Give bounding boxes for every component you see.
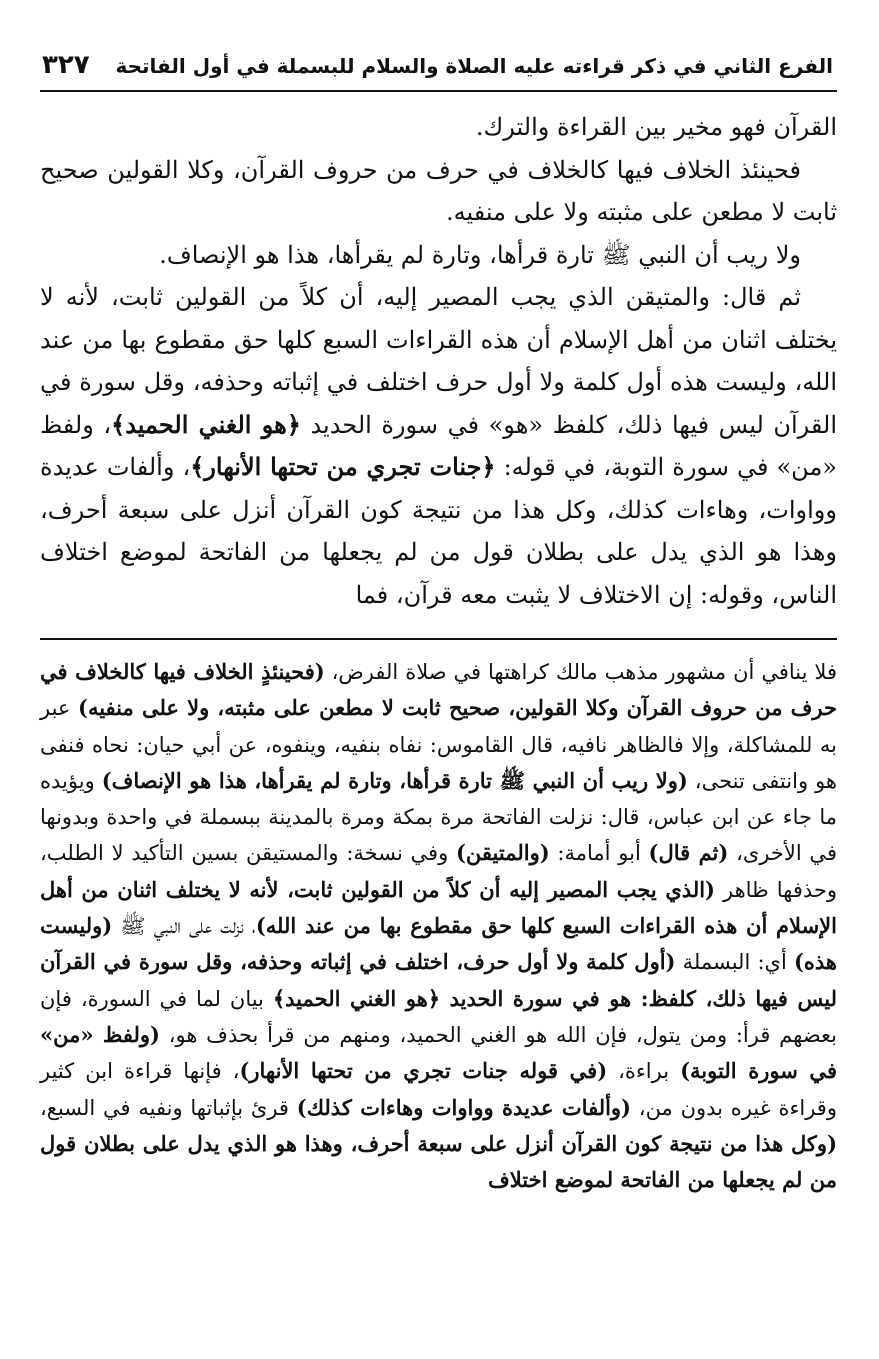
commentary-paragraph bbox=[40, 654, 837, 1198]
quoted-matn: (ثم قال) bbox=[648, 840, 729, 866]
quoted-matn: (وليست هذه) bbox=[40, 913, 837, 975]
text-run: ويؤيده ما جاء عن ابن عباس، قال: نزلت الفاتحة مرة بمكة ومرة بالمدينة ببسملة في واحدة وبدونها في الأخرى، bbox=[40, 768, 837, 866]
quoted-matn: (وألفات عديدة وواوات وهاءات كذلك) bbox=[296, 1094, 631, 1120]
text-run: براءة، bbox=[607, 1059, 681, 1084]
text-run: أبو أمامة: bbox=[549, 841, 649, 866]
quoted-matn: (أول كلمة ولا أول حرف، اختلف في إثباته وحذفه، وقل سورة في القرآن ليس فيها ذلك، كلفظ: هو في سورة الحديد ﴿هو الغني الحميد﴾ bbox=[40, 949, 837, 1011]
paragraph: القرآن فهو مخير بين القراءة والترك. bbox=[475, 113, 837, 141]
quoted-matn: (ولا ريب أن النبي ﷺ تارة قرأها، وتارة لم يقرأها، هذا هو الإنصاف) bbox=[101, 767, 688, 793]
main-text bbox=[40, 106, 837, 616]
quoted-matn: (الذي يجب المصير إليه أن كلاً من القولين ثابت، لأنه لا يختلف اثنان من أهل الإسلام أن هذه القراءات السبع كلها حق مقطوع بها من عند الله) bbox=[40, 876, 837, 939]
text-run: فلا ينافي أن مشهور مذهب مالك كراهتها في صلاة الفرض، bbox=[324, 660, 837, 684]
quran-verse: ﴿جنات تجري من تحتها الأنهار﴾ bbox=[190, 452, 496, 481]
quran-verse: ﴿هو الغني الحميد﴾ bbox=[111, 409, 301, 439]
text-run: ثم قال: والمتيقن الذي يجب المصير إليه، أن كلاً من القولين ثابت، لأنه لا يختلف اثنان من أهل الإسلام أن هذه القراءات السبع كلها حق مقطوع بها من عند الله، وليست هذه أول كلمة ولا أول حرف اختلف في إثباته وحذفه، وقل سورة في القرآن ليس فيها ذلك، كلفظ «هو» في سورة الحديد bbox=[40, 283, 837, 439]
chapter-title: الفرع الثاني في ذكر قراءته عليه الصلاة والسلام للبسملة في أول الفاتحة bbox=[115, 54, 833, 78]
quoted-matn: (وكل هذا من نتيجة كون القرآن أنزل على سبعة أحرف، وهذا هو الذي يدل على بطلان قول من لم يجعلها من الفاتحة لموضع اختلاف bbox=[40, 1130, 837, 1193]
text-run: أي: البسملة bbox=[675, 950, 794, 975]
text-run: ، نزلت على النبي ﷺ bbox=[112, 914, 256, 939]
text-run: بيان لما في السورة، فإن بعضهم قرأ: ومن يتول، فإن الله هو الغني الحميد، ومنهم من قرأ بحذف هو، bbox=[40, 986, 838, 1047]
quoted-matn: (في قوله جنات تجري من تحتها الأنهار) bbox=[239, 1058, 608, 1084]
quoted-matn: (ولفظ «من» في سورة التوبة) bbox=[40, 1021, 837, 1084]
text-run: وفي نسخة: والمستيقن بسين التأكيد لا الطلب، وحذفها ظاهر bbox=[40, 841, 838, 902]
text-run: قرئ بإثباتها ونفيه في السبع، bbox=[40, 1095, 297, 1120]
paragraph bbox=[40, 276, 837, 616]
text-run: ، ولفظ «من» في سورة التوبة، في قوله: bbox=[40, 410, 837, 481]
commentary-text bbox=[40, 654, 837, 1198]
page-number: ٣٢٧ bbox=[42, 50, 90, 80]
quoted-matn: (فحينئذٍ الخلاف فيها كالخلاف في حرف من حروف القرآن وكلا القولين، صحيح ثابت لا مطعن على مثبته، ولا على منفيه) bbox=[40, 659, 837, 721]
text-run: ، وألفات عديدة وواوات، وهاءات كذلك، وكل هذا من نتيجة كون القرآن أنزل على سبعة أحرف، وهذا هو الذي يدل على بطلان قول من لم يجعلها من الفاتحة لموضع اختلاف الناس، وقوله: إن الاختلاف لا يثبت معه قرآن، فما bbox=[40, 453, 837, 609]
paragraph: ولا ريب أن النبي ﷺ تارة قرأها، وتارة لم يقرأها، هذا هو الإنصاف. bbox=[159, 240, 801, 269]
paragraph: فحينئذ الخلاف فيها كالخلاف في حرف من حروف القرآن، وكلا القولين صحيح ثابت لا مطعن على مثبته ولا على منفيه. bbox=[40, 155, 837, 226]
text-run: ، فإنها قراءة ابن كثير وقراءة غيره بدون من، bbox=[40, 1059, 837, 1120]
text-run: عبر به للمشاكلة، وإلا فالظاهر نافيه، قال القاموس: نفاه بنفيه، وينفوه، عن أبي حيان: نحاه فنفى هو وانتفى تنحى، bbox=[40, 696, 837, 793]
running-header bbox=[40, 50, 837, 92]
footnote-separator bbox=[40, 638, 837, 640]
quoted-matn: (والمتيقن) bbox=[456, 840, 550, 866]
